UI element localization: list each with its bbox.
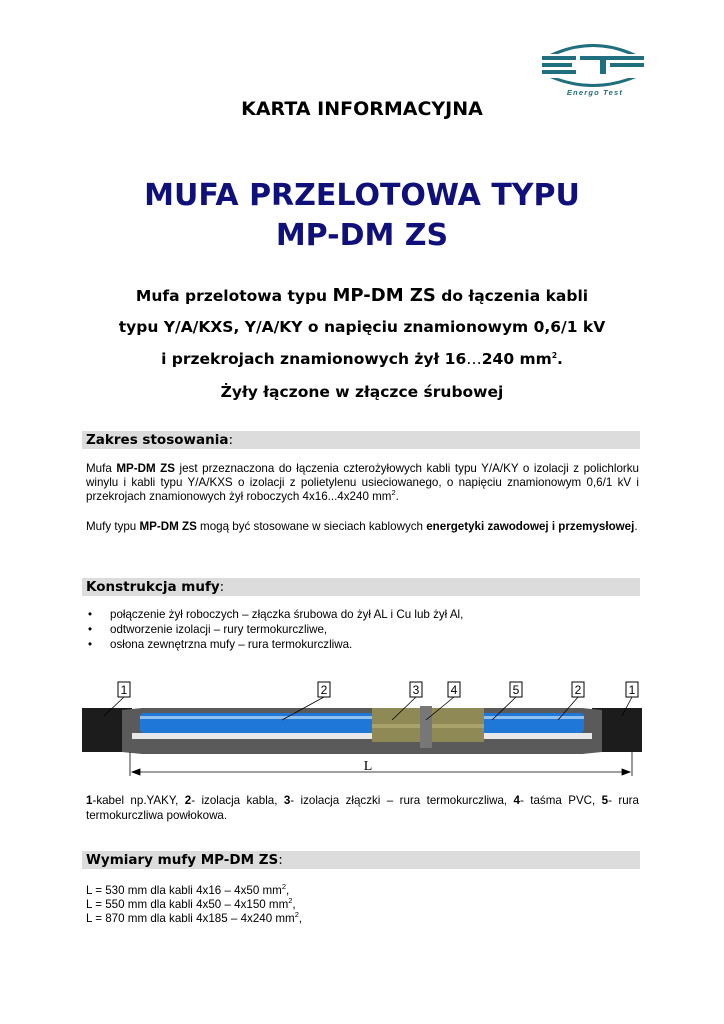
zakres-paragraph-2: Mufy typu MP-DM ZS mogą być stosowane w sieciach kablowych energetyki zawodowej i przemysłowej. [86,520,638,533]
zakres-paragraph-1: Mufa MP-DM ZS jest przeznaczona do łączenia czterożyłowych kabli typu Y/A/KY o izolacji z polichlorku winylu i kabli typu Y/A/KXS o izolacji z polietylenu usieciowanego, o napięciu znamionowym 0,6/1 kV i przekrojach znamionowych żył roboczych 4x16...4x240 $mm^2$. [86,462,639,503]
label-4: 4 [450,683,458,697]
subtitle-line-1: Mufa przelotowa typu MP-DM ZS do łączenia kabli [135,285,589,306]
joint-diagram [82,680,642,780]
title-line-1: MUFA PRZELOTOWA TYPU [144,178,580,213]
label-2-right: 2 [574,683,582,697]
list-item: • odtworzenie izolacji – rury termokurczliwe, [86,622,639,637]
subtitle-line-2: typu Y/A/KXS, Y/A/KY o napięciu znamionowym 0,6/1 kV [118,318,606,336]
section-heading-konstrukcja: Konstrukcja mufy: [82,578,640,596]
label-2-left: 2 [320,683,328,697]
subtitle-line-3: i przekrojach znamionowych żył 16…240 $mm^2$. [161,350,563,368]
core-conductor [132,733,592,739]
pvc-tape [420,706,432,748]
label-1-right: 1 [628,683,636,697]
construction-list [86,607,639,652]
section-heading-zakres: Zakres stosowania: [82,431,640,449]
energo-test-logo [538,40,648,98]
dimension-label-L: L [363,759,373,774]
subtitle-line-4: Żyły łączone w złączce śrubowej [220,383,504,401]
list-item: L = 550 mm dla kabli 4x50 – 4x150 $mm^2$, [86,896,296,911]
label-3: 3 [412,683,420,697]
list-item: • osłona zewnętrzna mufy – rura termokurczliwa. [86,637,639,652]
section-heading-wymiary: Wymiary mufy MP-DM ZS: [82,851,640,869]
document-label: KARTA INFORMACYJNA [241,98,483,120]
list-item: • połączenie żył roboczych – złączka śrubowa do żył AL i Cu lub żył Al, [86,607,639,622]
list-item: L = 530 mm dla kabli 4x16 – 4x50 $mm^2$, [86,882,290,897]
dimensions-list [86,884,639,926]
label-1-left: 1 [120,683,128,697]
diagram-legend: 1-kabel np.YAKY, 2- izolacja kabla, 3- izolacja złączki – rura termokurczliwa, 4- taśma PVC, 5- rura termokurczliwa powłokowa. [86,794,639,822]
title-line-2: MP-DM ZS [275,218,449,253]
logo-text: Energo Test [566,88,624,97]
label-5: 5 [512,683,520,697]
list-item: L = 870 mm dla kabli 4x185 – 4x240 $mm^2$, [86,910,303,925]
